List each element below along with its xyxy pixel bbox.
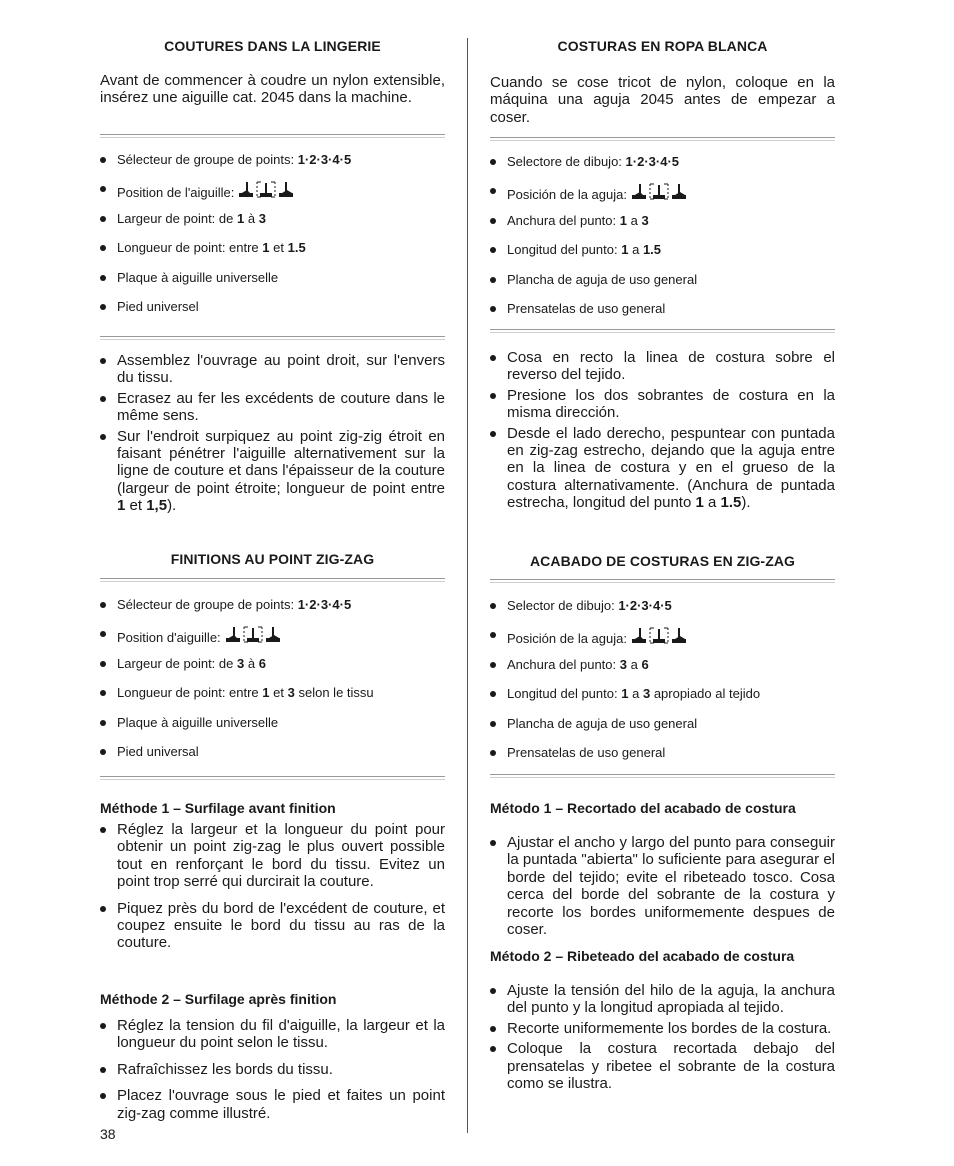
needle-position-icon [238,180,294,205]
list-item: Coloque la costura recortada debajo del prensatelas y ribetee el sobrante de la costura como se ilustra. [490,1040,835,1092]
connector: et [273,685,284,701]
list-item [490,241,835,270]
setting-label: Longueur de point: entre [117,685,259,701]
list-item [490,300,835,329]
list-item [100,428,445,515]
setting-label: Sélecteur de groupe de points: [117,152,295,167]
method-title: Método 1 – Recortado del acabado de costura [490,800,796,816]
connector: a [707,494,717,512]
list-item [490,153,835,182]
needle-position-icon [631,626,687,651]
setting-value: 6 [641,656,649,672]
setting-value: 1 [621,242,629,258]
setting-label: Longueur de point: entre [117,240,259,256]
list-item [100,596,445,625]
list-item [490,715,835,744]
setting-label: Posición de la aguja: [507,631,627,647]
setting-value: 1 [621,686,629,702]
section-title: COUTURES DANS LA LINGERIE [164,38,381,54]
setting-label: Largeur de point: de [117,210,234,226]
settings-list [100,151,445,327]
list-item: Piquez près du bord de l'excédent de couture, et coupez ensuite le bord du tissu au ras de la couture. [100,900,445,952]
value: 1 [695,494,704,512]
list-item [490,656,835,685]
rule [100,776,445,780]
setting-note: selon le tissu [298,685,374,701]
setting-label: Pied universal [117,743,199,759]
connector: et [129,497,143,515]
list-item: Réglez la largeur et la longueur du point pour obtenir un point zig-zag le plus ouvert possible tout en renforçant le bord du tissu. Evitez un point trop serré qui durcirait la couture. [100,821,445,891]
setting-value: 1 [619,212,627,228]
list-item: Réglez la tension du fil d'aiguille, la largeur et la longueur du point selon le tissu. [100,1017,445,1052]
rule [100,134,445,138]
list-item [100,239,445,268]
setting-value: 1.5 [287,240,306,256]
setting-label: Largeur de point: de [117,655,234,671]
setting-label: Longitud del punto: [507,686,618,702]
list-item: Ajuste la tensión del hilo de la aguja, la anchura del punto y la longitud apropiada al tejido. [490,982,835,1017]
setting-value: 3 [287,685,295,701]
method-title: Méthode 2 – Surfilage après finition [100,991,337,1007]
list-item [100,180,445,209]
section-title: ACABADO DE COSTURAS EN ZIG-ZAG [529,553,796,569]
connector: a [630,656,638,672]
connector: a [632,242,640,258]
method-title: Méthode 1 – Surfilage avant finition [100,800,336,816]
setting-label: Selector de dibujo: [507,598,615,613]
rule [490,579,835,583]
list-item [100,151,445,180]
setting-value: 3 [642,686,651,702]
list-item: Cosa en recto la linea de costura sobre el reverso del tejido. [490,349,835,384]
page-number: 38 [100,1126,116,1142]
setting-label: Longitud del punto: [507,242,618,258]
setting-label: Selectore de dibujo: [507,154,622,169]
list-item [490,626,835,655]
list-item [490,744,835,773]
list-item [490,212,835,241]
list-item: Presione los dos sobrantes de costura en la misma dirección. [490,387,835,422]
value: 1.5 [720,494,742,512]
setting-label: Plancha de aguja de uso general [507,271,698,287]
list-item [100,714,445,743]
list-item [490,182,835,211]
list-item: Placez l'ouvrage sous le pied et faites un point zig-zag comme illustré. [100,1087,445,1122]
rule [490,137,835,141]
setting-value: 1 [262,240,270,256]
list-item: Rafraîchissez les bords du tissu. [100,1061,445,1078]
list-item [100,684,445,713]
value: 1,5 [146,497,168,515]
step-text: ). [741,494,751,512]
list-item [100,269,445,298]
rule [100,336,445,340]
setting-label: Position de l'aiguille: [117,185,235,201]
step-text: Desde el lado derecho, pespuntear con puntada en zig-zag estrecho, dejando que la aguja entre en la linea de costura y en el grueso de la costura alternativamente. (Anchura de puntada estrecha, longitud del punto [507,424,835,512]
connector: et [273,240,284,256]
rule [490,329,835,333]
needle-position-icon [631,182,687,207]
setting-label: Prensatelas de uso general [507,300,666,316]
intro-paragraph: Cuando se cose tricot de nylon, coloque en la máquina una aguja 2045 antes de empezar a coser. [490,74,835,126]
list-item: Ecrasez au fer les excédents de couture dans le même sens. [100,390,445,425]
list-item: Assemblez l'ouvrage au point droit, sur l'envers du tissu. [100,352,445,387]
setting-label: Anchura del punto: [507,212,617,228]
method-steps [100,1017,445,1131]
setting-value: 3 [641,212,649,228]
setting-value: 6 [258,655,266,671]
rule [100,578,445,582]
method-steps [100,821,445,961]
list-item: Recorte uniformemente los bordes de la costura. [490,1020,835,1037]
setting-value: 1·2·3·4·5 [625,154,680,169]
section-title: COSTURAS EN ROPA BLANCA [557,38,768,54]
steps-list [490,349,835,515]
list-item [100,298,445,327]
settings-list [490,597,835,773]
setting-label: Plaque à aiguille universelle [117,269,279,285]
list-item [100,210,445,239]
connector: a [630,212,638,228]
setting-value: 1·2·3·4·5 [618,598,672,613]
steps-list [100,352,445,518]
setting-label: Position d'aiguille: [117,630,221,646]
list-item [100,625,445,654]
step-text: Sur l'endroit surpiquez au point zig-zig étroit en faisant pénétrer l'aiguille alternativement sur la ligne de couture et dans l'épaisseur de la couture (largeur de point étroite; longueur de point entre [117,427,445,497]
setting-label: Pied universel [117,298,199,314]
setting-value: 1·2·3·4·5 [297,152,352,167]
value: 1 [117,497,126,515]
setting-label: Sélecteur de groupe de points: [117,597,295,612]
list-item: Ajustar el ancho y largo del punto para conseguir la puntada "abierta" lo suficiente para asegurar el borde del tejido; evite el ribeteado tosco. Cosa cerca del borde del sobrante de la costura y recorte los bordes uniformemente despues de coser. [490,834,835,938]
setting-label: Plancha de aguja de uso general [507,715,698,731]
setting-label: Plaque à aiguille universelle [117,714,279,730]
connector: à [247,655,256,671]
setting-label: Posición de la aguja: [507,187,627,203]
setting-value: 1.5 [642,242,662,258]
method-steps [490,834,835,941]
settings-list [100,596,445,772]
settings-list [490,153,835,329]
setting-value: 1·2·3·4·5 [297,597,352,612]
needle-position-icon [225,625,281,650]
intro-paragraph: Avant de commencer à coudre un nylon extensible, insérez une aiguille cat. 2045 dans la machine. [100,72,445,107]
setting-note: apropiado al tejido [653,686,761,702]
list-item [490,597,835,626]
column-divider [467,38,468,1133]
setting-value: 3 [619,656,627,672]
connector: à [247,210,256,226]
setting-label: Anchura del punto: [507,656,617,672]
step-text: ). [167,497,177,515]
setting-value: 1 [237,210,245,226]
setting-value: 3 [258,210,266,226]
list-item [100,743,445,772]
list-item [100,655,445,684]
list-item [490,685,835,714]
connector: a [632,686,640,702]
list-item [490,425,835,512]
setting-value: 1 [262,685,270,701]
rule [490,774,835,778]
setting-value: 3 [237,655,245,671]
setting-label: Prensatelas de uso general [507,744,666,760]
method-title: Método 2 – Ribeteado del acabado de costura [490,948,795,964]
section-title: FINITIONS AU POINT ZIG-ZAG [170,551,375,567]
list-item [490,271,835,300]
method-steps [490,982,835,1095]
